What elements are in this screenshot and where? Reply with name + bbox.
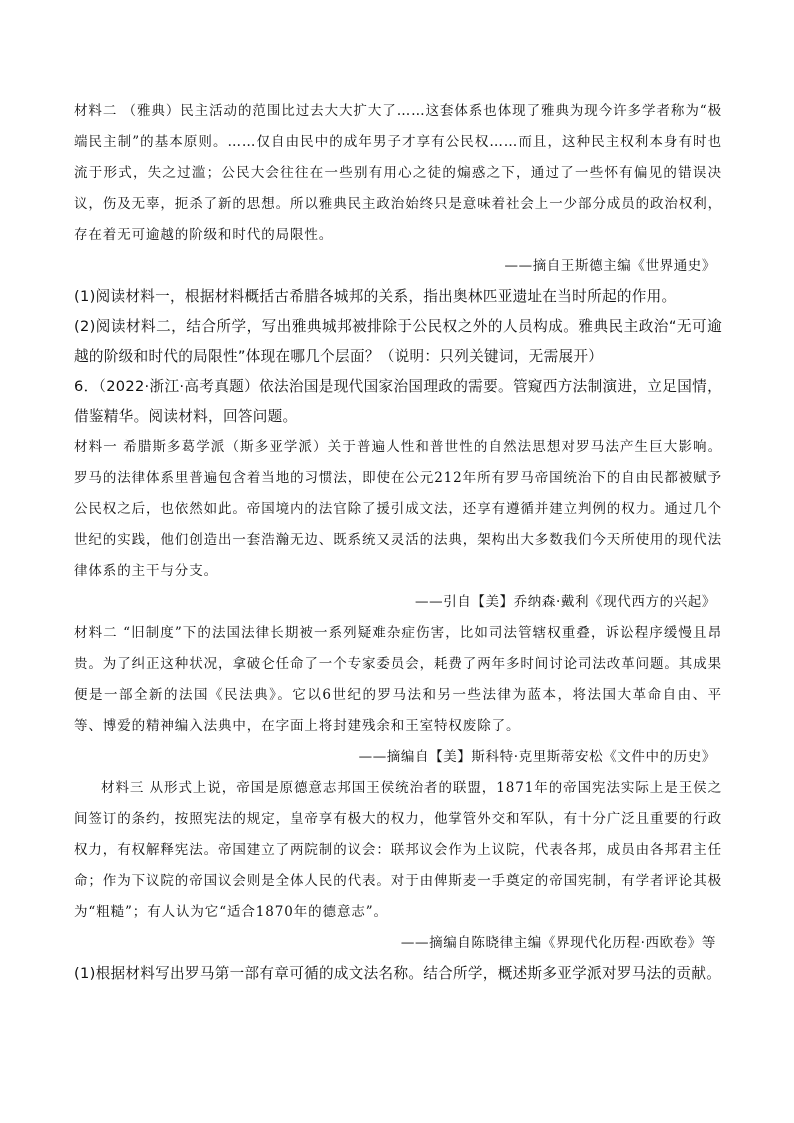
question-5-part-2: (2)阅读材料二，结合所学，写出雅典城邦被排除于公民权之外的人员构成。雅典民主政治“无可逾越的阶级和时代的局限性”体现在哪几个层面？（说明：只列关键词，无需展开） <box>74 318 722 365</box>
question-5-part-1: (1)阅读材料一，根据材料概括古希腊各城邦的关系，指出奥林匹亚遗址在当时所起的作用。 <box>74 288 677 305</box>
question-6-material-3-source: ——摘编自陈晓律主编《界现代化历程·西欧卷》等 <box>400 935 716 951</box>
question-6-material-2-text: 材料二 “旧制度”下的法国法律长期被一系列疑难杂症伤害，比如司法管辖权重叠，诉讼程序缓慢且昂贵。为了纠正这种状况，拿破仑任命了一个专家委员会，耗费了两年多时间讨论司法改革问题。其成果便是一部全新的法国《民法典》。它以6世纪的罗马法和另一些法律为蓝本，将法国大革命自由、平等、博爱的精神编入法典中，在字面上将封建残余和王室特权废除了。 <box>74 625 723 734</box>
question-6-material-1-source: ——引自【美】乔纳森·戴利《现代西方的兴起》 <box>415 594 716 610</box>
material-2-text: 材料二 （雅典）民主活动的范围比过去大大扩大了……这套体系也体现了雅典为现今许多学者称为“极端民主制”的基本原则。……仅自由民中的成年男子才享有公民权……而且，这种民主权利本身有时也流于形式，失之过滥；公民大会往往在一些别有用心之徒的煽惑之下，通过了一些怀有偏见的错误决议，伤及无辜，扼杀了新的思想。所以雅典民主政治始终只是意味着社会上一少部分成员的政治权利，存在着无可逾越的阶级和时代的局限性。 <box>74 103 722 243</box>
question-6-material-1-text: 材料一 希腊斯多葛学派（斯多亚学派）关于普遍人性和普世性的自然法思想对罗马法产生巨大影响。罗马的法律体系里普遍包含着当地的习惯法，即使在公元212年所有罗马帝国统治下的自由民都被赋予公民权之后，也依然如此。帝国境内的法官除了援引成文法，还享有遵循并建立判例的权力。通过几个世纪的实践，他们创造出一套浩瀚无边、既系统又灵活的法典，架构出大多数我们今天所使用的现代法律体系的主干与分支。 <box>74 439 722 579</box>
question-6-intro: 6．（2022·浙江·高考真题）依法治国是现代国家治国理政的需要。管窥西方法制演进，立足国情，借鉴精华。阅读材料，回答问题。 <box>74 378 722 425</box>
material-2-source: ——摘自王斯德主编《世界通史》 <box>504 258 716 274</box>
question-6-material-2-source: ——摘编自【美】斯科特·克里斯蒂安松《文件中的历史》 <box>358 749 716 765</box>
question-6-part-1: (1)根据材料写出罗马第一部有章可循的成文法名称。结合所学，概述斯多亚学派对罗马法的贡献。 <box>74 965 722 982</box>
question-6-material-3-text: 材料三 从形式上说，帝国是原德意志邦国王侯统治者的联盟，1871年的帝国宪法实际上是王侯之间签订的条约，按照宪法的规定，皇帝享有极大的权力，他掌管外交和军队，有十分广泛且重要的行政权力，有权解释宪法。帝国建立了两院制的议会：联邦议会作为上议院，代表各邦，成员由各邦君主任命；作为下议院的帝国议会则是全体人民的代表。对于由俾斯麦一手奠定的帝国宪制，有学者评论其极为“粗糙”；有人认为它“适合1870年的德意志”。 <box>74 780 722 920</box>
page-content <box>74 96 722 989</box>
